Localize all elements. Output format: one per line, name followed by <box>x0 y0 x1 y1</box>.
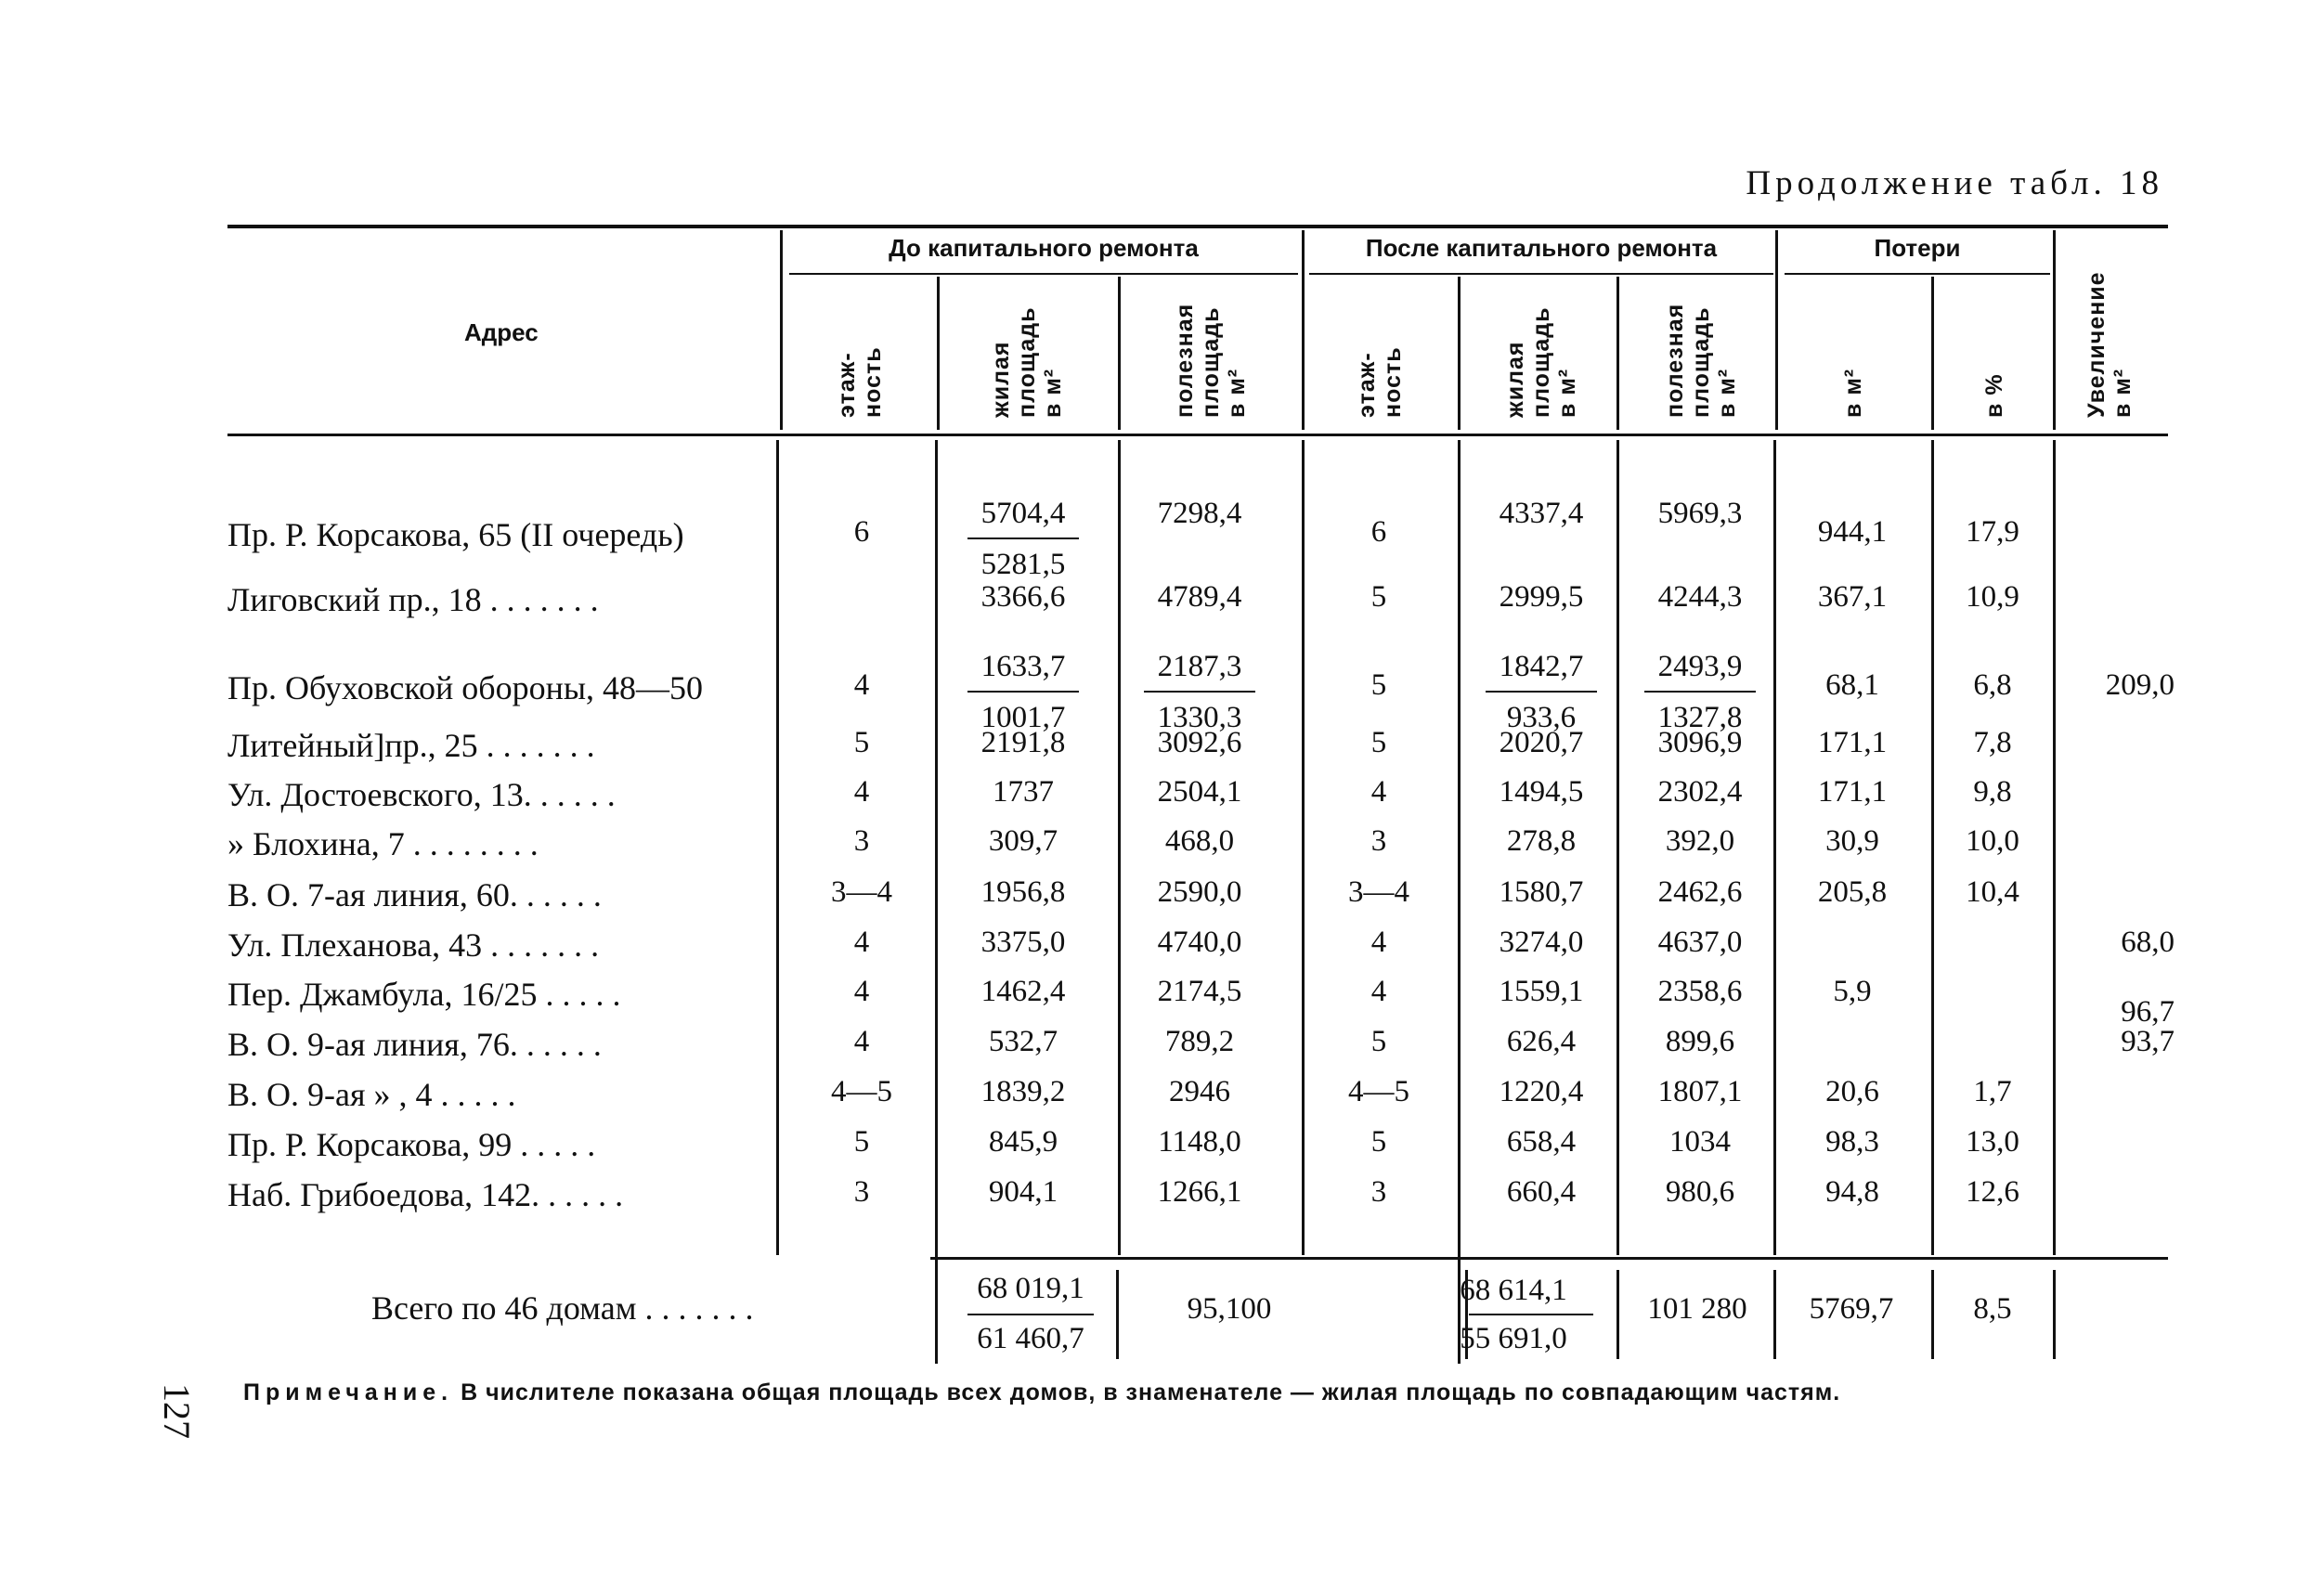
header-group-before: До капитального ремонта <box>889 234 1199 262</box>
cell-before-floors: 3 <box>853 824 870 858</box>
cell-loss-pct: 10,4 <box>1966 875 2019 909</box>
cell-after-useful-numerator: 2493,9 <box>1657 650 1743 683</box>
cell-after-living: 626,4 <box>1506 1025 1577 1058</box>
col-divider <box>1616 440 1619 1255</box>
row-address: Пр. Р. Корсакова, 99 . . . . . <box>227 1126 596 1163</box>
cell-before-living: 532,7 <box>988 1025 1058 1058</box>
cell-after-useful: 4244,3 <box>1657 580 1743 614</box>
cell-loss-m2: 30,9 <box>1825 824 1879 858</box>
cell-before-useful: 1266,1 <box>1157 1175 1242 1209</box>
cell-before-living: 3366,6 <box>980 580 1066 614</box>
cell-after-floors: 3 <box>1370 1175 1387 1209</box>
row-address: В. О. 9-ая » , 4 . . . . . <box>227 1076 516 1113</box>
cell-after-floors: 5 <box>1370 1125 1387 1159</box>
cell-increase: 93,7 <box>2121 1025 2175 1058</box>
cell-loss-m2: 367,1 <box>1817 580 1888 614</box>
row-address: » Блохина, 7 . . . . . . . . <box>227 825 539 862</box>
cell-after-living: 1494,5 <box>1499 775 1584 809</box>
fraction-bar <box>1144 691 1255 693</box>
row-address: В. О. 7-ая линия, 60. . . . . . <box>227 876 602 913</box>
cell-before-living: 904,1 <box>988 1175 1058 1209</box>
cell-after-useful: 4637,0 <box>1657 926 1743 959</box>
cell-loss-pct: 12,6 <box>1966 1175 2019 1209</box>
cell-after-floors: 4 <box>1370 926 1387 959</box>
page-number: 127 <box>156 1383 198 1439</box>
cell-after-living: 2020,7 <box>1499 726 1584 759</box>
cell-after-floors: 4—5 <box>1348 1075 1409 1108</box>
row-address: В. О. 9-ая линия, 76. . . . . . <box>227 1026 602 1063</box>
col-divider <box>1616 1270 1619 1359</box>
cell-after-useful: 2358,6 <box>1657 975 1743 1008</box>
cell-after-living: 1220,4 <box>1499 1075 1584 1108</box>
cell-before-living-denominator: 1001,7 <box>980 701 1066 734</box>
col-divider <box>1775 230 1778 430</box>
fraction-bar <box>1486 691 1597 693</box>
fraction-bar <box>967 1314 1094 1315</box>
col-divider <box>2053 230 2056 430</box>
cell-after-living: 1559,1 <box>1499 975 1584 1008</box>
cell-after-useful: 1807,1 <box>1657 1075 1743 1108</box>
header-group-losses: Потери <box>1874 234 1961 262</box>
col-divider <box>1773 1270 1776 1359</box>
header-col-useful-after: полезная площадь в м² <box>1662 303 1740 418</box>
cell-after-living-numerator: 1842,7 <box>1499 650 1584 683</box>
header-col-floors-after: этаж- ность <box>1354 346 1406 418</box>
group-rule-losses <box>1785 273 2050 275</box>
header-bottom-rule <box>227 434 2168 436</box>
cell-after-floors: 5 <box>1370 580 1387 614</box>
cell-before-living-numerator: 1633,7 <box>980 650 1066 683</box>
total-rule <box>930 1257 2168 1260</box>
group-rule-before <box>789 273 1298 275</box>
header-col-increase: Увеличение в м² <box>2084 271 2136 418</box>
col-divider <box>776 440 779 1255</box>
cell-loss-pct: 13,0 <box>1966 1125 2019 1159</box>
cell-before-useful: 4789,4 <box>1157 580 1242 614</box>
cell-before-living-numerator: 5704,4 <box>980 497 1066 530</box>
cell-loss-m2: 5,9 <box>1833 975 1872 1008</box>
cell-before-living: 309,7 <box>988 824 1058 858</box>
footnote-text: В числителе показана общая площадь всех домов, в знаменателе — жилая площадь по совпадающим частям. <box>453 1379 1841 1405</box>
cell-after-floors: 4 <box>1370 775 1387 809</box>
cell-loss-m2: 171,1 <box>1817 726 1888 759</box>
cell-before-living: 3375,0 <box>980 926 1066 959</box>
col-divider <box>1931 277 1934 430</box>
header-col-floors-before: этаж- ность <box>834 346 886 418</box>
cell-after-useful: 1034 <box>1669 1125 1731 1159</box>
cell-loss-m2: 94,8 <box>1825 1175 1879 1209</box>
row-address: Пр. Обуховской обороны, 48—50 <box>227 669 704 706</box>
page-title: Продолжение табл. 18 <box>1746 164 2163 202</box>
fraction-bar <box>967 691 1079 693</box>
cell-increase: 209,0 <box>2105 668 2175 702</box>
cell-before-floors: 3 <box>853 1175 870 1209</box>
cell-after-living: 658,4 <box>1506 1125 1577 1159</box>
cell-after-useful: 392,0 <box>1665 824 1735 858</box>
cell-before-floors: 4 <box>853 926 870 959</box>
cell-before-floors: 6 <box>853 515 870 549</box>
header-address: Адрес <box>464 318 539 346</box>
row-address: Наб. Грибоедова, 142. . . . . . <box>227 1176 624 1213</box>
cell-before-living: 1462,4 <box>980 975 1066 1008</box>
row-address: Литейный]пр., 25 . . . . . . . <box>227 727 595 764</box>
col-divider <box>1458 440 1461 1364</box>
cell-after-floors: 5 <box>1370 1025 1387 1058</box>
cell-before-floors: 4 <box>853 1025 870 1058</box>
cell-before-useful-numerator: 2187,3 <box>1157 650 1242 683</box>
header-col-useful-before: полезная площадь в м² <box>1172 303 1250 418</box>
cell-after-useful: 980,6 <box>1665 1175 1735 1209</box>
cell-before-living-denominator: 5281,5 <box>980 548 1066 581</box>
cell-loss-m2: 68,1 <box>1825 668 1879 702</box>
cell-loss-pct: 10,0 <box>1966 824 2019 858</box>
cell-before-floors: 4 <box>853 775 870 809</box>
row-address: Лиговский пр., 18 . . . . . . . <box>227 581 599 618</box>
cell-loss-m2: 944,1 <box>1817 515 1888 549</box>
cell-before-useful: 468,0 <box>1164 824 1235 858</box>
total-loss-pct: 8,5 <box>1973 1292 2012 1326</box>
cell-loss-pct: 17,9 <box>1966 515 2019 549</box>
cell-increase: 68,0 <box>2121 926 2175 959</box>
cell-loss-pct: 10,9 <box>1966 580 2019 614</box>
cell-before-useful: 2504,1 <box>1157 775 1242 809</box>
cell-before-living: 1737 <box>993 775 1054 809</box>
col-divider <box>1118 440 1121 1255</box>
fraction-bar <box>1469 1314 1593 1315</box>
cell-before-floors: 4—5 <box>831 1075 892 1108</box>
cell-loss-pct: 7,8 <box>1973 726 2012 759</box>
footnote-lead: Примечание. <box>243 1379 454 1405</box>
row-address: Ул. Плеханова, 43 . . . . . . . <box>227 926 600 964</box>
col-divider <box>1458 277 1461 430</box>
cell-before-living: 845,9 <box>988 1125 1058 1159</box>
cell-after-living: 278,8 <box>1506 824 1577 858</box>
cell-before-useful: 3092,6 <box>1157 726 1242 759</box>
col-divider <box>1302 230 1305 430</box>
cell-after-floors: 3 <box>1370 824 1387 858</box>
row-address: Ул. Достоевского, 13. . . . . . <box>227 776 616 813</box>
total-label: Всего по 46 домам . . . . . . . <box>371 1289 754 1327</box>
cell-loss-m2: 171,1 <box>1817 775 1888 809</box>
row-address: Пер. Джамбула, 16/25 . . . . . <box>227 976 621 1013</box>
cell-after-living: 3274,0 <box>1499 926 1584 959</box>
cell-loss-pct: 6,8 <box>1973 668 2012 702</box>
total-before-living-denominator: 61 460,7 <box>977 1322 1084 1355</box>
cell-after-floors: 5 <box>1370 726 1387 759</box>
header-group-after: После капитального ремонта <box>1365 234 1718 262</box>
cell-loss-m2: 205,8 <box>1817 875 1888 909</box>
cell-after-useful: 899,6 <box>1665 1025 1735 1058</box>
total-after-useful: 101 280 <box>1647 1292 1747 1326</box>
cell-after-floors: 4 <box>1370 975 1387 1008</box>
cell-before-living: 1839,2 <box>980 1075 1066 1108</box>
cell-after-living: 660,4 <box>1506 1175 1577 1209</box>
cell-before-useful: 789,2 <box>1164 1025 1235 1058</box>
cell-loss-pct: 1,7 <box>1973 1075 2012 1108</box>
fraction-bar <box>967 537 1079 539</box>
cell-before-useful: 2590,0 <box>1157 875 1242 909</box>
cell-before-useful: 1148,0 <box>1158 1125 1241 1159</box>
cell-loss-m2: 20,6 <box>1825 1075 1879 1108</box>
total-after-living-numerator: 68 614,1 <box>1460 1274 1567 1307</box>
cell-before-floors: 5 <box>853 1125 870 1159</box>
total-before-useful: 95,100 <box>1187 1292 1272 1326</box>
cell-after-useful-denominator: 1327,8 <box>1657 701 1743 734</box>
cell-before-useful-denominator: 1330,3 <box>1157 701 1242 734</box>
col-divider <box>1118 277 1121 430</box>
total-after-living-denominator: 55 691,0 <box>1460 1322 1567 1355</box>
cell-before-floors: 3—4 <box>831 875 892 909</box>
cell-after-living: 1580,7 <box>1499 875 1584 909</box>
cell-after-useful: 5969,3 <box>1657 497 1743 530</box>
col-divider <box>1616 277 1619 430</box>
cell-before-floors: 4 <box>853 975 870 1008</box>
cell-loss-pct: 9,8 <box>1973 775 2012 809</box>
cell-before-useful: 2946 <box>1169 1075 1230 1108</box>
cell-after-living: 2999,5 <box>1499 580 1584 614</box>
cell-before-floors: 4 <box>853 668 870 702</box>
cell-before-useful: 7298,4 <box>1157 497 1242 530</box>
col-divider <box>780 230 783 430</box>
total-loss-m2: 5769,7 <box>1809 1292 1894 1326</box>
cell-after-useful: 2462,6 <box>1657 875 1743 909</box>
row-address: Пр. Р. Корсакова, 65 (II очередь) <box>227 516 684 553</box>
cell-loss-m2: 98,3 <box>1825 1125 1879 1159</box>
cell-after-floors: 3—4 <box>1348 875 1409 909</box>
cell-before-useful: 2174,5 <box>1157 975 1242 1008</box>
cell-before-floors: 5 <box>853 726 870 759</box>
header-col-living-after: жилая площадь в м² <box>1502 306 1580 418</box>
header-col-loss-pct: в % <box>1981 373 2007 418</box>
group-rule-after <box>1309 273 1773 275</box>
cell-increase: 96,7 <box>2121 995 2175 1029</box>
cell-after-floors: 6 <box>1370 515 1387 549</box>
cell-before-living: 2191,8 <box>980 726 1066 759</box>
header-col-loss-m2: в м² <box>1840 368 1866 418</box>
total-before-living-numerator: 68 019,1 <box>977 1272 1084 1305</box>
fraction-bar <box>1644 691 1756 693</box>
cell-after-living-denominator: 933,6 <box>1506 701 1577 734</box>
cell-before-useful: 4740,0 <box>1157 926 1242 959</box>
cell-before-living: 1956,8 <box>980 875 1066 909</box>
header-col-living-before: жилая площадь в м² <box>988 306 1066 418</box>
table-top-rule <box>227 225 2168 228</box>
col-divider <box>937 277 940 430</box>
cell-after-floors: 5 <box>1370 668 1387 702</box>
cell-after-useful: 2302,4 <box>1657 775 1743 809</box>
col-divider <box>1116 1270 1119 1359</box>
cell-after-living: 4337,4 <box>1499 497 1584 530</box>
cell-after-useful: 3096,9 <box>1657 726 1743 759</box>
footnote <box>243 1379 2193 1406</box>
